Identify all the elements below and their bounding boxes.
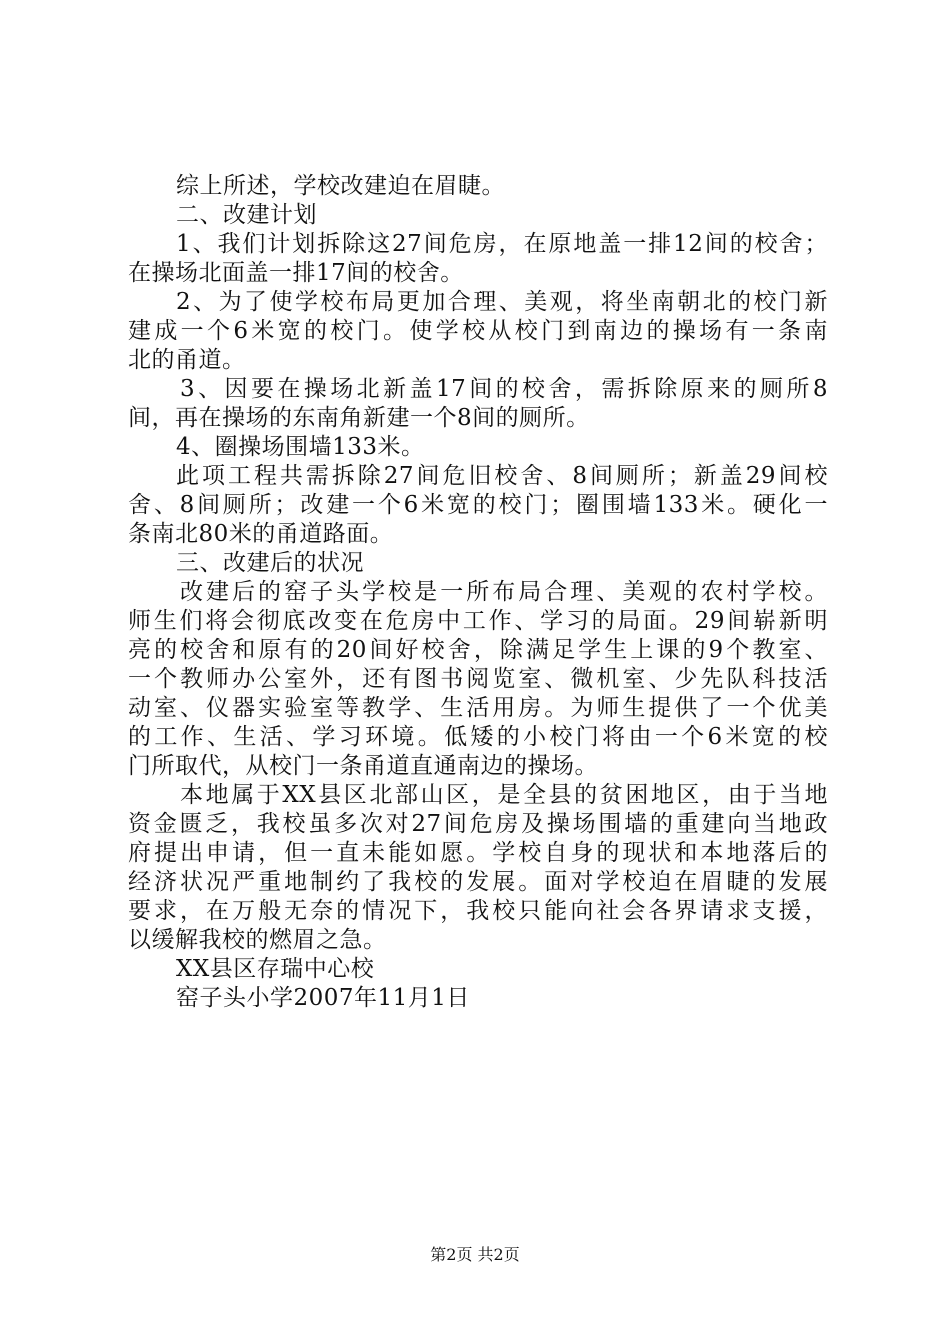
- text-line: 亮的校舍和原有的20间好校舍，除满足学生上课的9个教室、: [128, 637, 828, 663]
- text-line: 3、因要在操场北新盖17间的校舍，需拆除原来的厕所8: [180, 376, 828, 402]
- signature-date: 窑子头小学2007年11月1日: [176, 985, 470, 1011]
- text-line: 建成一个6米宽的校门。使学校从校门到南边的操场有一条南: [128, 318, 828, 344]
- text-line: 改建后的窑子头学校是一所布局合理、美观的农村学校。: [180, 579, 828, 605]
- text-line: 的工作、生活、学习环境。低矮的小校门将由一个6米宽的校: [128, 724, 828, 750]
- text-line: 一个教师办公室外，还有图书阅览室、微机室、少先队科技活: [128, 666, 828, 692]
- text-line: 师生们将会彻底改变在危房中工作、学习的局面。29间崭新明: [128, 608, 828, 634]
- text-line: 1、我们计划拆除这27间危房，在原地盖一排12间的校舍；: [176, 231, 828, 257]
- text-line: 此项工程共需拆除27间危旧校舍、8间厕所；新盖29间校: [176, 463, 828, 489]
- text-line: 经济状况严重地制约了我校的发展。面对学校迫在眉睫的发展: [128, 869, 828, 895]
- text-line: 条南北80米的甬道路面。: [128, 521, 394, 547]
- text-line: 4、圈操场围墙133米。: [176, 434, 425, 460]
- text-line: 要求，在万般无奈的情况下，我校只能向社会各界请求支援，: [128, 898, 828, 924]
- text-line: 本地属于XX县区北部山区，是全县的贫困地区，由于当地: [180, 782, 828, 808]
- section-heading: 二、改建计划: [176, 202, 317, 228]
- text-line: 动室、仪器实验室等教学、生活用房。为师生提供了一个优美: [128, 695, 828, 721]
- page-number: 第2页 共2页: [430, 1245, 520, 1264]
- text-line: 府提出申请，但一直未能如愿。学校自身的现状和本地落后的: [128, 840, 828, 866]
- text-line: 北的甬道。: [128, 347, 246, 373]
- text-line: 2、为了使学校布局更加合理、美观，将坐南朝北的校门新: [176, 289, 828, 315]
- signature-school: XX县区存瑞中心校: [176, 956, 375, 982]
- text-line: 舍、8间厕所；改建一个6米宽的校门；圈围墙133米。硬化一: [128, 492, 828, 518]
- document-body: [128, 172, 828, 1013]
- text-line: 综上所述，学校改建迫在眉睫。: [176, 173, 505, 199]
- text-line: 间，再在操场的东南角新建一个8间的厕所。: [128, 405, 590, 431]
- text-line: 以缓解我校的燃眉之急。: [128, 927, 387, 953]
- section-heading: 三、改建后的状况: [176, 550, 364, 576]
- text-line: 在操场北面盖一排17间的校舍。: [128, 260, 464, 286]
- text-line: 资金匮乏，我校虽多次对27间危房及操场围墙的重建向当地政: [128, 811, 828, 837]
- text-line: 门所取代，从校门一条甬道直通南边的操场。: [128, 753, 598, 779]
